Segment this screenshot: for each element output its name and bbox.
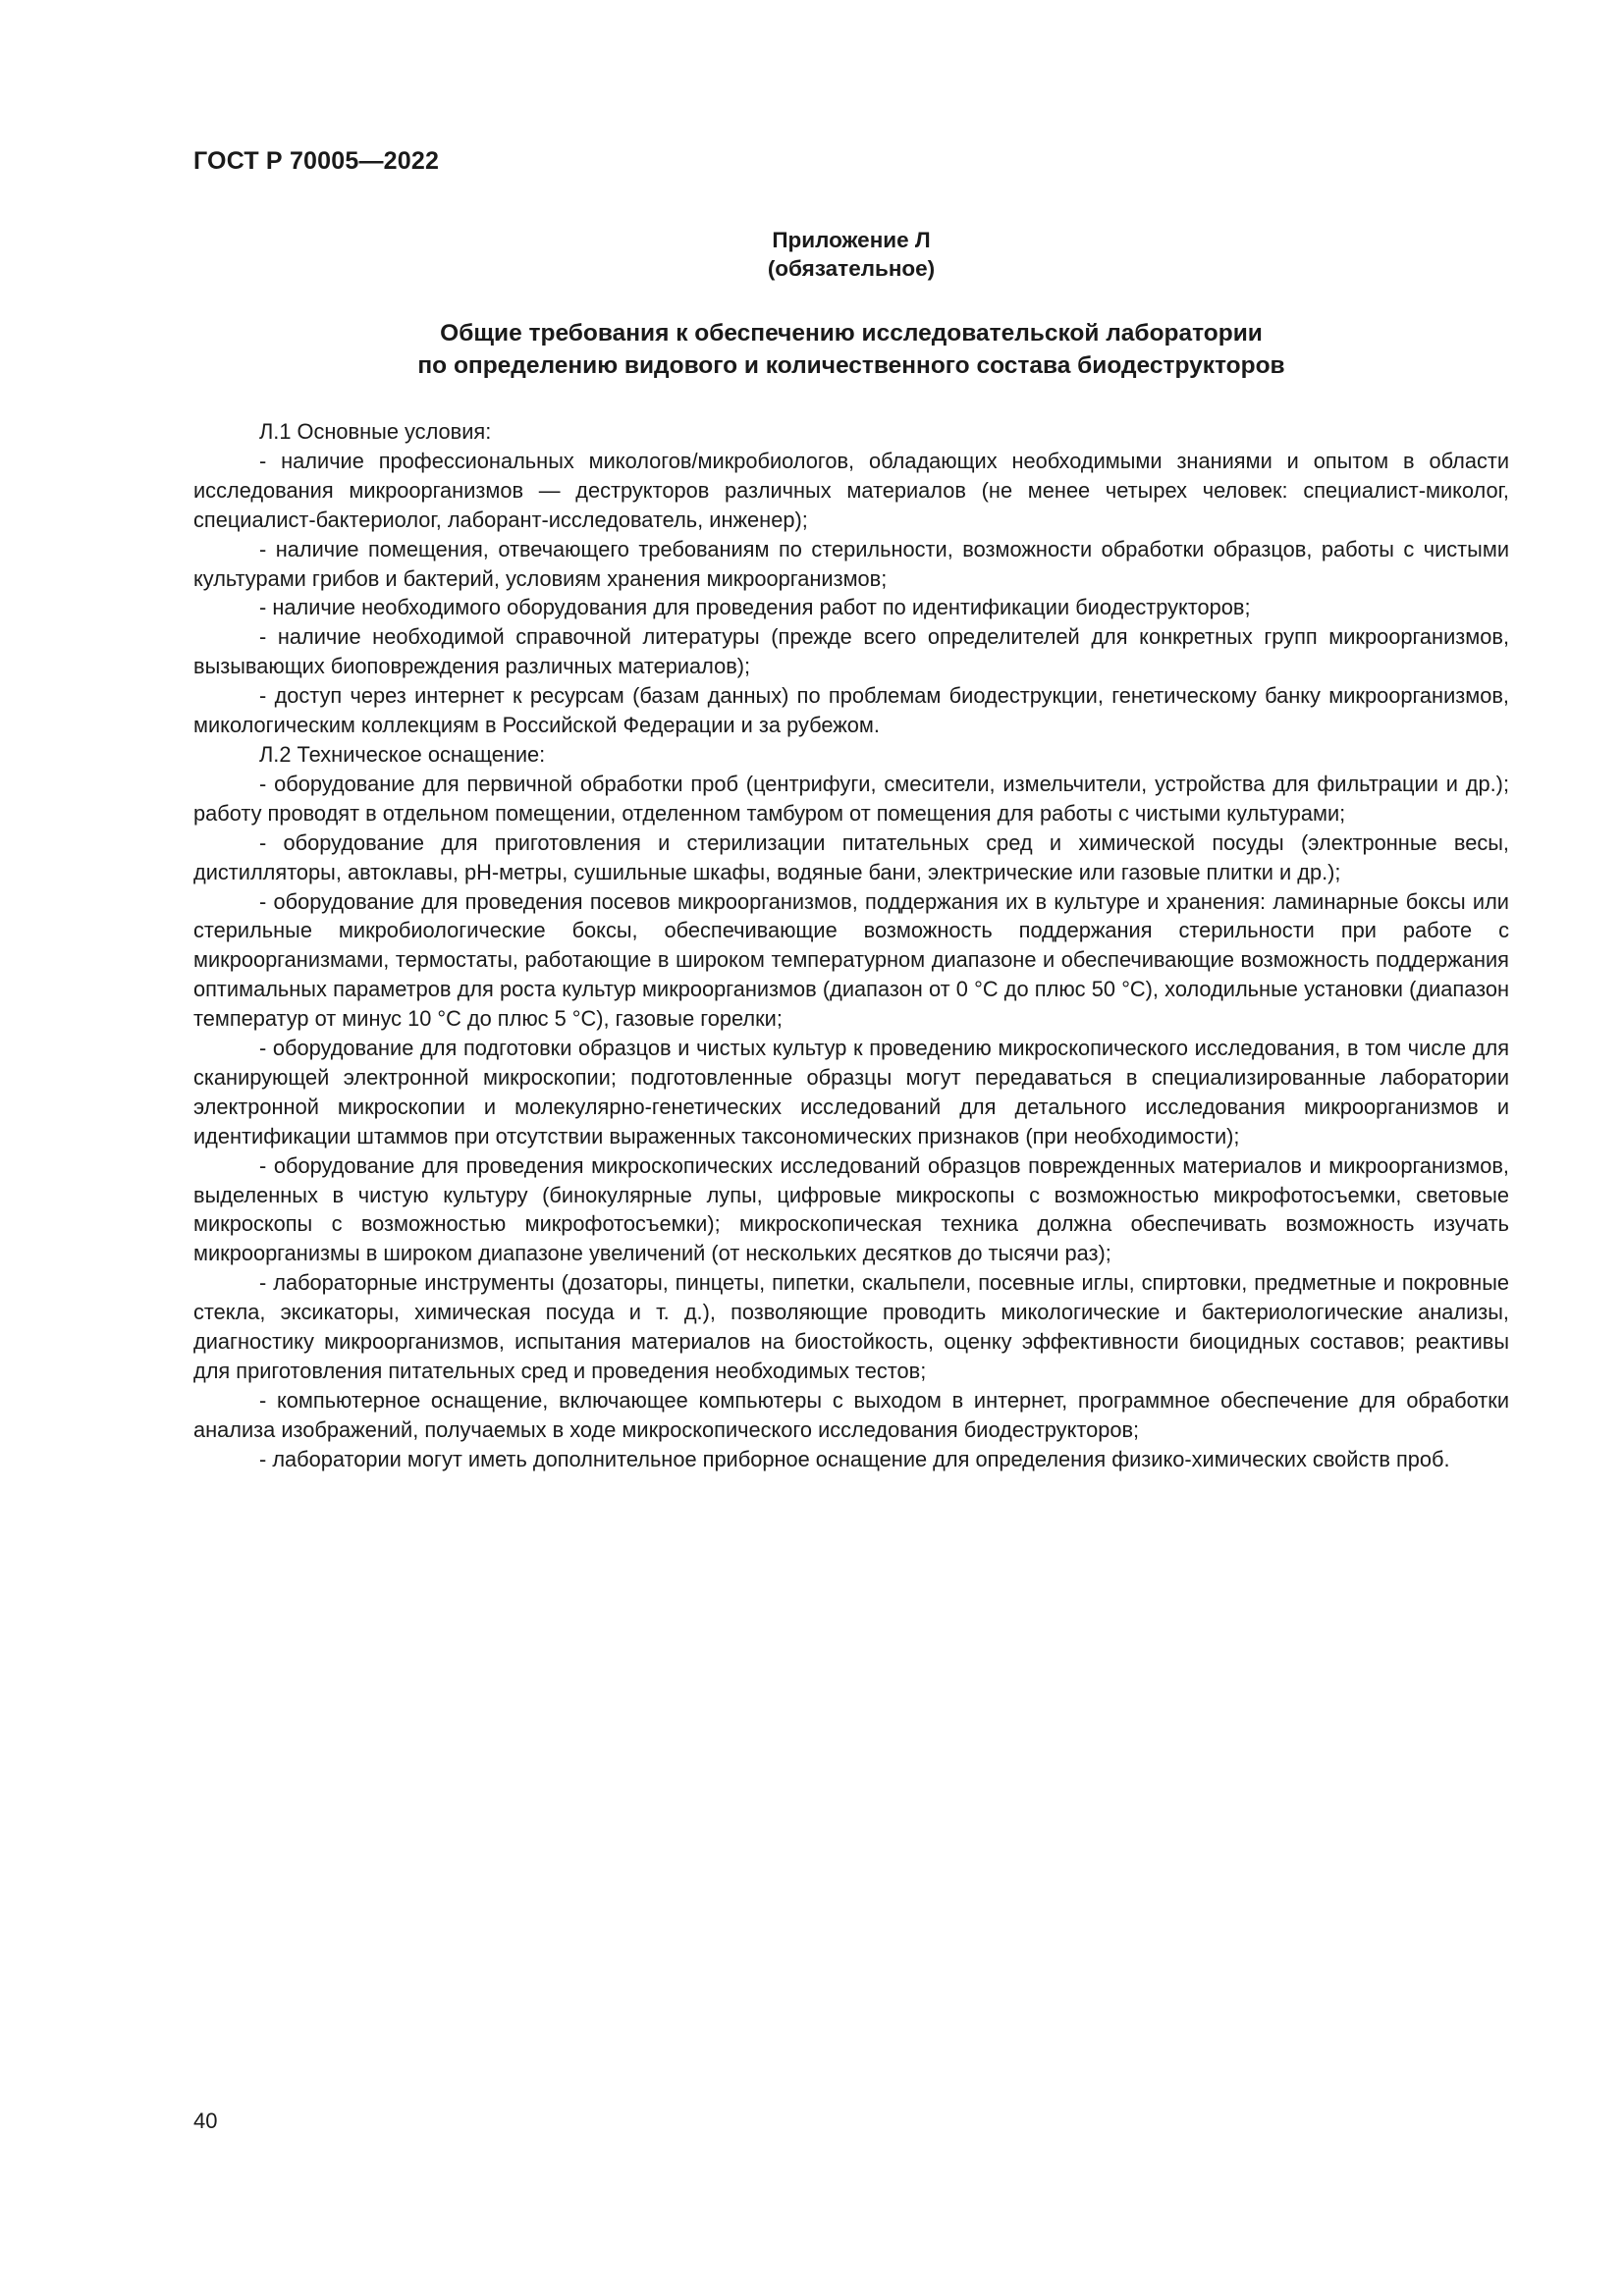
list-item: - наличие необходимого оборудования для проведения работ по идентификации биодеструкторов;	[259, 595, 1251, 620]
body-text	[193, 417, 1509, 1474]
annex-title	[193, 317, 1509, 382]
list-item: - оборудование для проведения посевов микроорганизмов, поддержания их в культуре и хранения: ламинарные боксы или стерильные микробиологические боксы, обеспечивающие возможность поддержания стерильности при работе с микроорганизмами, термостаты, работающие в широком температурном диапазоне и обеспечивающие возможность поддержания оптимальных параметров для роста культур микроорганизмов (диапазон от 0 °С до плюс 50 °С), холодильные установки (диапазон температур от минус 10 °С до плюс 5 °С), газовые горелки;	[193, 888, 1509, 1032]
section-heading-l2: Л.2 Техническое оснащение:	[259, 741, 546, 767]
annex-heading	[193, 226, 1509, 283]
annex-title-line-1: Общие требования к обеспечению исследовательской лаборатории	[440, 320, 1263, 347]
list-item: - оборудование для первичной обработки проб (центрифуги, смесители, измельчители, устройства для фильтрации и др.); работу проводят в отдельном помещении, отделенном тамбуром от помещения для работы с чистыми культурами;	[193, 771, 1509, 826]
list-item: - компьютерное оснащение, включающее компьютеры с выходом в интернет, программное обеспечение для обработки анализа изображений, получаемых в ходе микроскопического исследования биодеструкторов;	[193, 1387, 1509, 1442]
list-item: - лабораторные инструменты (дозаторы, пинцеты, пипетки, скальпели, посевные иглы, спиртовки, предметные и покровные стекла, эксикаторы, химическая посуда и т. д.), позволяющие проводить микологические и бактериологические анализы, диагностику микроорганизмов, испытания материалов на биостойкость, оценку эффективности биоцидных составов; реактивы для приготовления питательных сред и проведения необходимых тестов;	[193, 1270, 1509, 1383]
section-heading-l1: Л.1 Основные условия:	[259, 419, 492, 444]
annex-title-line-2: по определению видового и количественного состава биодеструкторов	[417, 352, 1285, 379]
document-code: ГОСТ Р 70005—2022	[193, 147, 440, 175]
list-item: - оборудование для проведения микроскопических исследований образцов поврежденных материалов и микроорганизмов, выделенных в чистую культуру (бинокулярные лупы, цифровые микроскопы с возможностью микрофотосъемки, световые микроскопы с возможностью микрофотосъемки); микроскопическая техника должна обеспечивать возможность изучать микроорганизмы в широком диапазоне увеличений (от нескольких десятков до тысячи раз);	[193, 1152, 1509, 1266]
annex-status: (обязательное)	[767, 256, 936, 281]
list-item: - наличие необходимой справочной литературы (прежде всего определителей для конкретных групп микроорганизмов, вызывающих биоповреждения различных материалов);	[193, 624, 1509, 679]
list-item: - доступ через интернет к ресурсам (базам данных) по проблемам биодеструкции, генетическому банку микроорганизмов, микологическим коллекциям в Российской Федерации и за рубежом.	[193, 683, 1509, 738]
list-item: - оборудование для подготовки образцов и чистых культур к проведению микроскопического исследования, в том числе для сканирующей электронной микроскопии; подготовленные образцы могут передаваться в специализированные лаборатории электронной микроскопии и молекулярно-генетических исследований для детального исследования микроорганизмов и идентификации штаммов при отсутствии выраженных таксономических признаков (при необходимости);	[193, 1036, 1509, 1148]
list-item: - наличие помещения, отвечающего требованиям по стерильности, возможности обработки образцов, работы с чистыми культурами грибов и бактерий, условиям хранения микроорганизмов;	[193, 536, 1509, 591]
list-item: - оборудование для приготовления и стерилизации питательных сред и химической посуды (электронные весы, дистилляторы, автоклавы, pH-метры, сушильные шкафы, водяные бани, электрические или газовые плитки и др.);	[193, 829, 1509, 884]
list-item: - наличие профессиональных микологов/микробиологов, обладающих необходимыми знаниями и опытом в области исследования микроорганизмов — деструкторов различных материалов (не менее четырех человек: специалист-миколог, специалист-бактериолог, лаборант-исследователь, инженер);	[193, 448, 1509, 532]
annex-name: Приложение Л	[772, 228, 931, 252]
page-number: 40	[193, 2109, 218, 2133]
list-item: - лаборатории могут иметь дополнительное приборное оснащение для определения физико-химических свойств проб.	[259, 1446, 1450, 1471]
